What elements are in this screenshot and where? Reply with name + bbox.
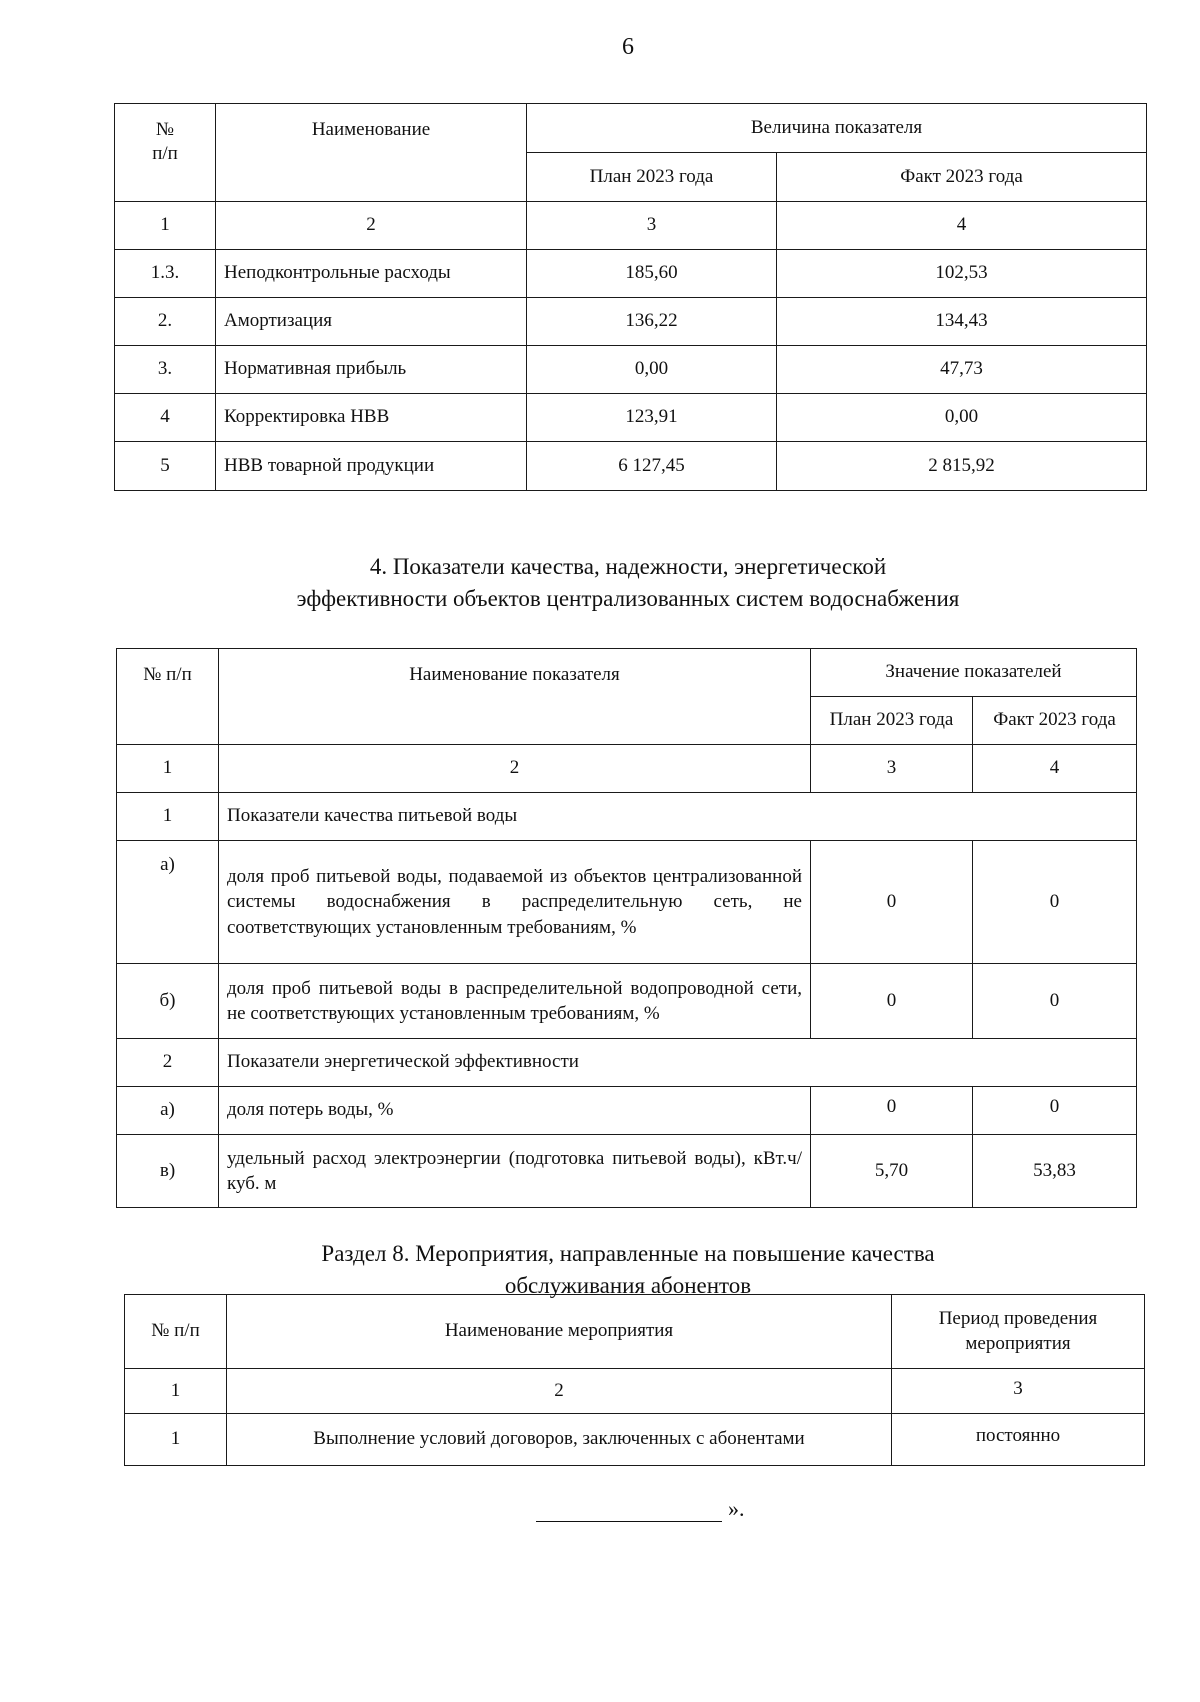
header-fact: Факт 2023 года <box>973 697 1137 745</box>
service-measures-table <box>124 1294 1145 1466</box>
row-number: 1.3. <box>115 250 216 298</box>
row-fact: 0 <box>973 841 1137 964</box>
row-fact: 0,00 <box>777 394 1147 442</box>
row-name: Амортизация <box>216 298 527 346</box>
row-fact: 0 <box>973 1087 1137 1135</box>
group-title: Показатели качества питьевой воды <box>219 793 1137 841</box>
group-row <box>117 1039 1137 1087</box>
section-8-title-line-1: Раздел 8. Мероприятия, направленные на повышение качества <box>321 1241 935 1266</box>
header-name: Наименование показателя <box>219 649 811 745</box>
row-name: доля проб питьевой воды в распределительной водопроводной сети, не соответствующих установленным требованиям, % <box>219 964 811 1039</box>
section-4-title-line-2: эффективности объектов централизованных систем водоснабжения <box>296 586 960 611</box>
row-plan: 0,00 <box>527 346 777 394</box>
row-plan: 136,22 <box>527 298 777 346</box>
group-number: 1 <box>117 793 219 841</box>
column-number: 1 <box>115 202 216 250</box>
row-number: 3. <box>115 346 216 394</box>
column-number: 2 <box>227 1369 892 1414</box>
row-plan: 5,70 <box>811 1135 973 1208</box>
header-number: № п/п <box>125 1295 227 1369</box>
header-number: № п/п <box>117 649 219 745</box>
row-number: 2. <box>115 298 216 346</box>
row-plan: 0 <box>811 841 973 964</box>
section-4-title-line-1: 4. Показатели качества, надежности, энергетической <box>369 554 887 579</box>
column-number: 3 <box>811 745 973 793</box>
table-row <box>117 964 1137 1039</box>
column-number: 4 <box>777 202 1147 250</box>
row-plan: 6 127,45 <box>527 442 777 491</box>
header-period: Период проведения мероприятия <box>892 1295 1145 1369</box>
column-number: 1 <box>117 745 219 793</box>
row-name: Нормативная прибыль <box>216 346 527 394</box>
row-period: постоянно <box>892 1414 1145 1466</box>
column-number: 2 <box>219 745 811 793</box>
quality-indicators-table <box>116 648 1137 1208</box>
header-value-group: Величина показателя <box>527 104 1147 153</box>
column-number: 3 <box>527 202 777 250</box>
column-number: 2 <box>216 202 527 250</box>
row-number: а) <box>117 1087 219 1135</box>
row-number: 5 <box>115 442 216 491</box>
row-plan: 0 <box>811 964 973 1039</box>
section-8-title-line-2: обслуживания абонентов <box>504 1273 752 1298</box>
header-value-group: Значение показателей <box>811 649 1137 697</box>
table-row <box>115 394 1147 442</box>
header-number: № п/п <box>115 104 216 202</box>
column-number: 3 <box>892 1369 1145 1414</box>
row-fact: 47,73 <box>777 346 1147 394</box>
section-8-heading <box>0 1238 1200 1302</box>
closing-mark <box>536 1496 745 1522</box>
signature-blank-line <box>536 1499 722 1522</box>
table-row <box>115 442 1147 491</box>
row-plan: 185,60 <box>527 250 777 298</box>
table-row <box>117 1087 1137 1135</box>
page-number: 6 <box>622 34 634 60</box>
group-row <box>117 793 1137 841</box>
row-name: Выполнение условий договоров, заключенных с абонентами <box>227 1414 892 1466</box>
row-name: удельный расход электроэнергии (подготовка питьевой воды), кВт.ч/куб. м <box>219 1135 811 1208</box>
table-row <box>117 1135 1137 1208</box>
column-number: 1 <box>125 1369 227 1414</box>
row-number: а) <box>117 841 219 964</box>
row-fact: 0 <box>973 964 1137 1039</box>
row-name: НВВ товарной продукции <box>216 442 527 491</box>
row-fact: 102,53 <box>777 250 1147 298</box>
table-row <box>115 346 1147 394</box>
row-name: доля потерь воды, % <box>219 1087 811 1135</box>
row-plan: 123,91 <box>527 394 777 442</box>
row-name: Корректировка НВВ <box>216 394 527 442</box>
header-name: Наименование мероприятия <box>227 1295 892 1369</box>
row-number: в) <box>117 1135 219 1208</box>
header-plan: План 2023 года <box>811 697 973 745</box>
table-row <box>115 250 1147 298</box>
row-name: Неподконтрольные расходы <box>216 250 527 298</box>
row-plan: 0 <box>811 1087 973 1135</box>
header-fact: Факт 2023 года <box>777 153 1147 202</box>
row-number: 1 <box>125 1414 227 1466</box>
row-number: б) <box>117 964 219 1039</box>
row-name: доля проб питьевой воды, подаваемой из объектов централизованной системы водоснабжения в распределительную сеть, не соответствующих установленным требованиям, % <box>219 841 811 964</box>
table-row <box>125 1414 1145 1466</box>
financial-indicators-table <box>114 103 1147 491</box>
table-row <box>117 841 1137 964</box>
row-fact: 53,83 <box>973 1135 1137 1208</box>
group-number: 2 <box>117 1039 219 1087</box>
row-fact: 134,43 <box>777 298 1147 346</box>
closing-quote: ». <box>728 1496 745 1521</box>
row-number: 4 <box>115 394 216 442</box>
section-4-heading <box>0 551 1200 615</box>
row-fact: 2 815,92 <box>777 442 1147 491</box>
column-number: 4 <box>973 745 1137 793</box>
table-row <box>115 298 1147 346</box>
group-title: Показатели энергетической эффективности <box>219 1039 1137 1087</box>
header-plan: План 2023 года <box>527 153 777 202</box>
header-name: Наименование <box>216 104 527 202</box>
